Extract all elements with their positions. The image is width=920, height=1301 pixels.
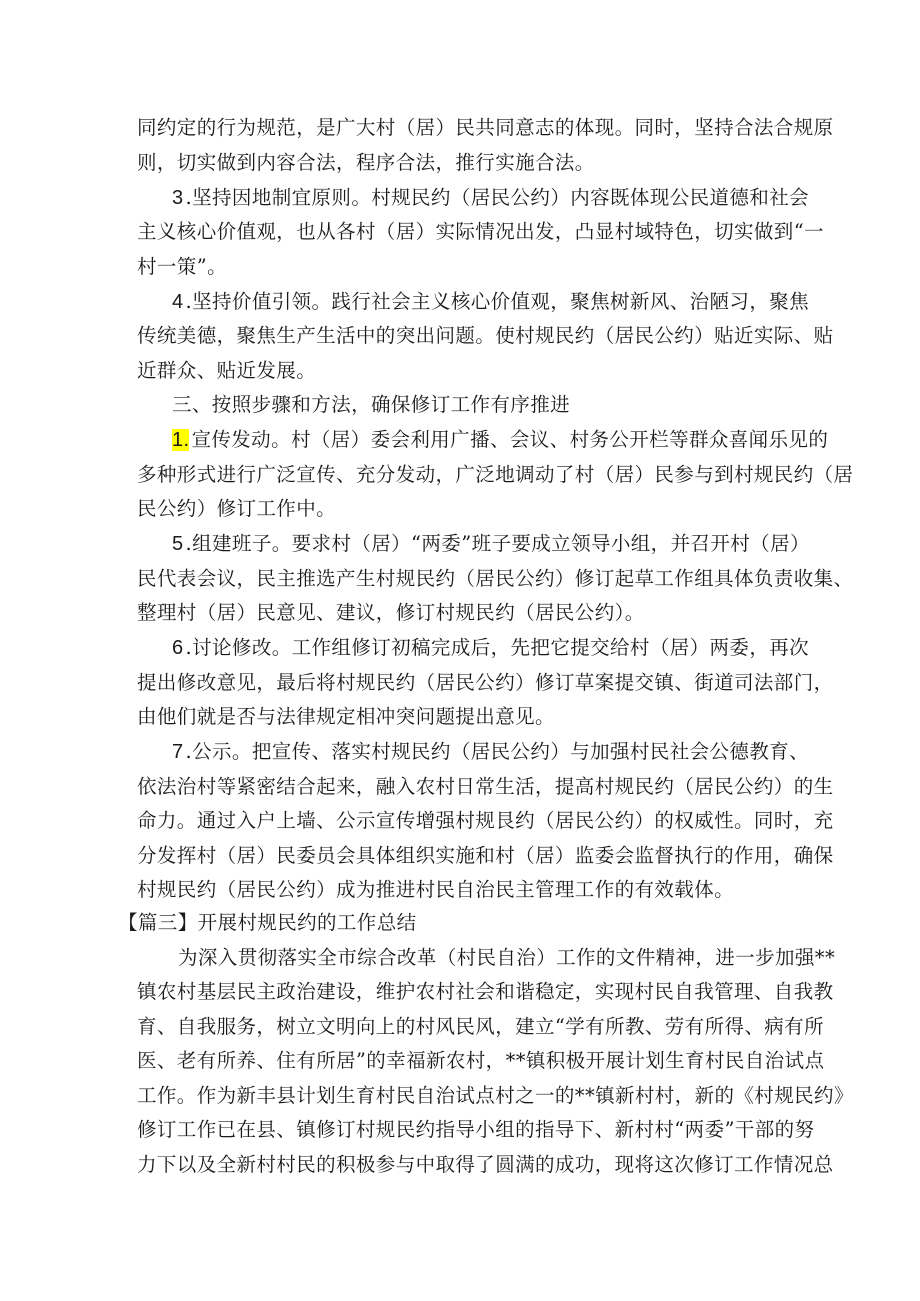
body-text-line: 育、自我服务，树立文明向上的村风民风，建立“学有所教、劳有所得、病有所 bbox=[137, 1015, 824, 1038]
body-text-line: 镇农村基层民主政治建设，维护农村社会和谐稳定，实现村民自我管理、自我教 bbox=[137, 980, 834, 1003]
body-text-line: 提出修改意见，最后将村规民约（居民公约）修订草案提交镇、街道司法部门， bbox=[137, 671, 834, 694]
item-number: 5 bbox=[172, 533, 184, 555]
item-number: 7 bbox=[172, 741, 184, 763]
body-text-line: 近群众、贴近发展。 bbox=[137, 359, 317, 382]
body-text-line: 力下以及全新村村民的积极参与中取得了圆满的成功，现将这次修订工作情况总 bbox=[137, 1153, 834, 1176]
body-text-line: 工作。作为新丰县计划生育村民自治试点村之一的**镇新村村，新的《村规民约》 bbox=[137, 1084, 854, 1107]
body-text-line: 医、老有所养、住有所居”的幸福新农村，**镇积极开展计划生育村民自治试点 bbox=[137, 1049, 825, 1072]
body-text-line: 民公约）修订工作中。 bbox=[137, 497, 337, 520]
body-text-line: 民代表会议，民主推选产生村规民约（居民公约）修订起草工作组具体负责收集、 bbox=[137, 567, 854, 590]
numbered-item-3: 3 .坚持因地制宜原则。村规民约（居民公约）内容既体现公民道德和社会 bbox=[172, 186, 810, 209]
body-text-line: 村规民约（居民公约）成为推进村民自治民主管理工作的有效载体。 bbox=[137, 878, 735, 901]
section-heading: 三、按照步骤和方法，确保修订工作有序推进 bbox=[172, 393, 571, 416]
numbered-item-4: 4 .坚持价值引领。践行社会主义核心价值观，聚焦树新风、治陋习，聚焦 bbox=[172, 290, 810, 313]
item-number: 6 bbox=[172, 637, 184, 659]
body-text-line: 多种形式进行广泛宣传、充分发动，广泛地调动了村（居）民参与到村规民约（居 bbox=[137, 463, 854, 486]
body-text-line: 分发挥村（居）民委员会具体组织实施和村（居）监委会监督执行的作用，确保 bbox=[137, 844, 834, 867]
body-text-line: 村一策”。 bbox=[137, 255, 227, 278]
highlighted-item-number: 1. bbox=[172, 429, 190, 451]
body-text-line: 同约定的行为规范，是广大村（居）民共同意志的体现。同时，坚持合法合规原 bbox=[137, 116, 834, 139]
body-text-line: 依法治村等紧密结合起来，融入农村日常生活，提高村规民约（居民公约）的生 bbox=[137, 775, 834, 798]
body-text-line: 由他们就是否与法律规定相冲突问题提出意见。 bbox=[137, 705, 555, 728]
numbered-item-1: 1. 宣传发动。村（居）委会利用广播、会议、村务公开栏等群众喜闻乐见的 bbox=[172, 428, 829, 451]
numbered-item-5: 5 .组建班子。要求村（居）“两委”班子要成立领导小组，并召开村（居） bbox=[172, 532, 810, 555]
body-text-line: 主义核心价值观，也从各村（居）实际情况出发，凸显村域特色，切实做到“一 bbox=[137, 220, 824, 243]
chapter-heading: 【篇三】开展村规民约的工作总结 bbox=[118, 911, 417, 934]
numbered-item-7: 7 .公示。把宣传、落实村规民约（居民公约）与加强村民社会公德教育、 bbox=[172, 740, 810, 763]
body-text-line: 则，切实做到内容合法，程序合法，推行实施合法。 bbox=[137, 151, 595, 174]
item-number: 3 bbox=[172, 187, 184, 209]
body-text-line: 为深入贯彻落实全市综合改革（村民自治）工作的文件精神，进一步加强** bbox=[178, 946, 836, 969]
item-number: 4 bbox=[172, 291, 184, 313]
body-text-line: 命力。通过入户上墙、公示宣传增强村规艮约（居民公约）的权威性。同时，充 bbox=[137, 809, 834, 832]
body-text-line: 整理村（居）民意见、建议，修订村规民约（居民公约）。 bbox=[137, 601, 645, 624]
numbered-item-6: 6 .讨论修改。工作组修订初稿完成后，先把它提交给村（居）两委，再次 bbox=[172, 636, 810, 659]
body-text-line: 传统美德，聚焦生产生活中的突出问题。使村规民约（居民公约）贴近实际、贴 bbox=[137, 324, 834, 347]
body-text-line: 修订工作已在县、镇修订村规民约指导小组的指导下、新村村“两委”干部的努 bbox=[137, 1118, 815, 1141]
